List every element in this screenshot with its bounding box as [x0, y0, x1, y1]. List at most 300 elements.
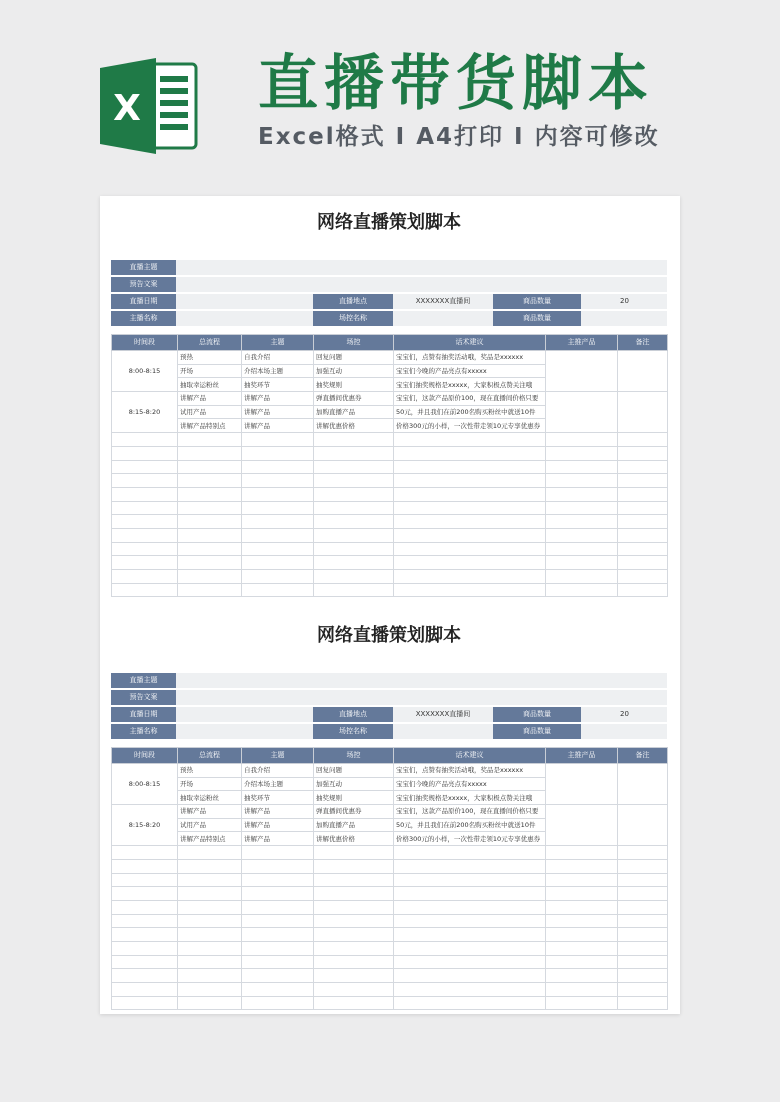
empty-cell[interactable]	[314, 859, 394, 873]
control-cell[interactable]: 加购直播产品	[314, 405, 394, 419]
empty-cell[interactable]	[242, 528, 314, 542]
empty-cell[interactable]	[394, 515, 546, 529]
process-cell[interactable]: 开场	[178, 777, 242, 791]
process-cell[interactable]: 预热	[178, 351, 242, 365]
empty-cell[interactable]	[112, 487, 178, 501]
empty-cell[interactable]	[394, 570, 546, 584]
theme-cell[interactable]: 讲解产品	[242, 405, 314, 419]
script-cell[interactable]: 宝宝们今晚的产品亮点有xxxxx	[394, 364, 546, 378]
empty-cell[interactable]	[394, 887, 546, 901]
empty-cell[interactable]	[546, 583, 618, 597]
empty-cell[interactable]	[178, 501, 242, 515]
empty-cell[interactable]	[394, 583, 546, 597]
empty-cell[interactable]	[242, 969, 314, 983]
preview-value[interactable]	[177, 690, 667, 705]
theme-cell[interactable]: 讲解产品	[242, 392, 314, 406]
empty-row	[112, 996, 668, 1010]
theme-label: 直播主题	[111, 673, 176, 688]
empty-cell[interactable]	[394, 846, 546, 860]
preview-value[interactable]	[177, 277, 667, 292]
theme-cell[interactable]: 自我介绍	[242, 764, 314, 778]
empty-cell[interactable]	[394, 859, 546, 873]
hero-banner	[0, 0, 780, 190]
empty-cell[interactable]	[618, 501, 668, 515]
theme-cell[interactable]: 自我介绍	[242, 351, 314, 365]
empty-cell[interactable]	[178, 515, 242, 529]
script-cell[interactable]: 宝宝们抽奖规格是xxxxx，大家积极点赞关注哦	[394, 378, 546, 392]
empty-cell[interactable]	[112, 969, 178, 983]
empty-cell[interactable]	[618, 955, 668, 969]
control-cell[interactable]: 讲解优惠价格	[314, 832, 394, 846]
info-row-preview	[111, 277, 667, 293]
note-cell[interactable]	[618, 805, 668, 846]
empty-row	[112, 487, 668, 501]
empty-row	[112, 515, 668, 529]
host-label: 主播名称	[111, 311, 176, 326]
empty-cell[interactable]	[242, 900, 314, 914]
empty-cell[interactable]	[546, 570, 618, 584]
control-cell[interactable]: 弹直播间优惠券	[314, 805, 394, 819]
col-header-control: 场控	[314, 748, 394, 764]
time-cell[interactable]: 8:15-8:20	[112, 392, 178, 433]
time-cell[interactable]: 8:00-8:15	[112, 351, 178, 392]
empty-cell[interactable]	[546, 846, 618, 860]
empty-cell[interactable]	[314, 583, 394, 597]
empty-cell[interactable]	[546, 928, 618, 942]
empty-cell[interactable]	[178, 570, 242, 584]
quantity-value[interactable]: 20	[620, 297, 629, 305]
quantity-label-2: 商品数量	[493, 311, 581, 326]
empty-cell[interactable]	[546, 487, 618, 501]
process-cell[interactable]: 抽取幸运粉丝	[178, 378, 242, 392]
quantity-value-2[interactable]	[582, 311, 667, 326]
table-row	[112, 392, 668, 406]
script-cell[interactable]: 宝宝们，点赞有抽奖活动哦，奖品是xxxxxx	[394, 764, 546, 778]
empty-cell[interactable]	[242, 996, 314, 1010]
location-value[interactable]: XXXXXXX直播间	[415, 710, 471, 718]
empty-cell[interactable]	[618, 583, 668, 597]
empty-row	[112, 887, 668, 901]
info-row-date	[111, 707, 667, 723]
excel-logo-icon	[100, 58, 200, 154]
empty-cell[interactable]	[314, 556, 394, 570]
empty-cell[interactable]	[112, 996, 178, 1010]
empty-cell[interactable]	[618, 433, 668, 447]
empty-row	[112, 570, 668, 584]
theme-cell[interactable]: 介绍本场主题	[242, 364, 314, 378]
info-row-preview	[111, 690, 667, 706]
empty-row	[112, 983, 668, 997]
empty-cell[interactable]	[546, 433, 618, 447]
product-cell[interactable]	[546, 805, 618, 846]
script-cell[interactable]: 宝宝们今晚的产品亮点有xxxxx	[394, 777, 546, 791]
empty-cell[interactable]	[112, 846, 178, 860]
empty-cell[interactable]	[394, 528, 546, 542]
empty-cell[interactable]	[314, 873, 394, 887]
empty-cell[interactable]	[242, 583, 314, 597]
table-row	[112, 351, 668, 365]
quantity-label: 商品数量	[493, 707, 581, 722]
empty-cell[interactable]	[618, 846, 668, 860]
empty-cell[interactable]	[546, 460, 618, 474]
empty-cell[interactable]	[618, 900, 668, 914]
note-cell[interactable]	[618, 764, 668, 805]
empty-cell[interactable]	[394, 556, 546, 570]
empty-cell[interactable]	[178, 542, 242, 556]
col-header-theme: 主题	[242, 335, 314, 351]
block-title: 网络直播策划脚本	[317, 625, 461, 646]
empty-row	[112, 542, 668, 556]
empty-cell[interactable]	[112, 542, 178, 556]
col-header-product: 主推产品	[546, 335, 618, 351]
col-header-process: 总流程	[178, 748, 242, 764]
empty-cell[interactable]	[178, 887, 242, 901]
empty-row	[112, 556, 668, 570]
empty-cell[interactable]	[546, 515, 618, 529]
empty-row	[112, 501, 668, 515]
empty-row	[112, 446, 668, 460]
empty-cell[interactable]	[242, 474, 314, 488]
empty-cell[interactable]	[112, 528, 178, 542]
controller-value[interactable]	[394, 311, 492, 326]
empty-cell[interactable]	[314, 474, 394, 488]
theme-cell[interactable]: 讲解产品	[242, 832, 314, 846]
empty-cell[interactable]	[618, 487, 668, 501]
empty-cell[interactable]	[618, 542, 668, 556]
empty-cell[interactable]	[546, 501, 618, 515]
empty-cell[interactable]	[314, 501, 394, 515]
empty-cell[interactable]	[178, 928, 242, 942]
empty-cell[interactable]	[546, 900, 618, 914]
empty-cell[interactable]	[618, 859, 668, 873]
block-title: 网络直播策划脚本	[317, 212, 461, 233]
empty-cell[interactable]	[178, 983, 242, 997]
empty-cell[interactable]	[242, 983, 314, 997]
empty-cell[interactable]	[314, 846, 394, 860]
empty-cell[interactable]	[112, 928, 178, 942]
product-cell[interactable]	[546, 392, 618, 433]
script-cell[interactable]: 宝宝们抽奖规格是xxxxx，大家积极点赞关注哦	[394, 791, 546, 805]
empty-cell[interactable]	[178, 433, 242, 447]
script-cell[interactable]: 宝宝们，这款产品原价100，现在直播间价格只要	[394, 392, 546, 406]
empty-cell[interactable]	[178, 914, 242, 928]
location-label: 直播地点	[313, 294, 393, 309]
empty-cell[interactable]	[112, 433, 178, 447]
quantity-value-2[interactable]	[582, 724, 667, 739]
empty-cell[interactable]	[314, 928, 394, 942]
empty-cell[interactable]	[178, 846, 242, 860]
empty-cell[interactable]	[178, 460, 242, 474]
empty-cell[interactable]	[314, 542, 394, 556]
theme-cell[interactable]: 讲解产品	[242, 818, 314, 832]
empty-cell[interactable]	[178, 859, 242, 873]
date-value[interactable]	[177, 294, 312, 309]
empty-cell[interactable]	[112, 955, 178, 969]
empty-cell[interactable]	[546, 955, 618, 969]
empty-cell[interactable]	[242, 460, 314, 474]
empty-cell[interactable]	[618, 460, 668, 474]
empty-cell[interactable]	[314, 515, 394, 529]
svg-text:X: X	[113, 88, 141, 129]
note-cell[interactable]	[618, 351, 668, 392]
empty-cell[interactable]	[546, 446, 618, 460]
process-cell[interactable]: 预热	[178, 764, 242, 778]
empty-cell[interactable]	[394, 460, 546, 474]
empty-cell[interactable]	[618, 570, 668, 584]
empty-cell[interactable]	[112, 515, 178, 529]
empty-cell[interactable]	[314, 446, 394, 460]
empty-cell[interactable]	[618, 474, 668, 488]
empty-cell[interactable]	[112, 873, 178, 887]
empty-cell[interactable]	[112, 941, 178, 955]
empty-cell[interactable]	[242, 515, 314, 529]
control-cell[interactable]: 讲解优惠价格	[314, 419, 394, 433]
theme-cell[interactable]: 讲解产品	[242, 419, 314, 433]
control-cell[interactable]: 加购直播产品	[314, 818, 394, 832]
empty-cell[interactable]	[394, 446, 546, 460]
empty-cell[interactable]	[242, 955, 314, 969]
process-cell[interactable]: 开场	[178, 364, 242, 378]
theme-cell[interactable]: 讲解产品	[242, 805, 314, 819]
host-value[interactable]	[177, 724, 312, 739]
empty-cell[interactable]	[112, 474, 178, 488]
empty-cell[interactable]	[546, 859, 618, 873]
controller-label: 场控名称	[313, 311, 393, 326]
empty-cell[interactable]	[112, 859, 178, 873]
empty-row	[112, 460, 668, 474]
schedule-table	[111, 334, 667, 597]
empty-cell[interactable]	[242, 433, 314, 447]
empty-cell[interactable]	[242, 446, 314, 460]
page-title: 直播带货脚本	[258, 49, 654, 119]
location-value[interactable]: XXXXXXX直播间	[415, 297, 471, 305]
empty-cell[interactable]	[394, 941, 546, 955]
empty-cell[interactable]	[394, 969, 546, 983]
empty-cell[interactable]	[394, 501, 546, 515]
empty-cell[interactable]	[546, 873, 618, 887]
empty-cell[interactable]	[242, 501, 314, 515]
process-cell[interactable]: 讲解产品特别点	[178, 832, 242, 846]
control-cell[interactable]: 抽奖规则	[314, 791, 394, 805]
info-row-theme	[111, 673, 667, 689]
control-cell[interactable]: 抽奖规则	[314, 378, 394, 392]
empty-cell[interactable]	[618, 941, 668, 955]
empty-cell[interactable]	[546, 983, 618, 997]
empty-row	[112, 474, 668, 488]
date-label: 直播日期	[111, 294, 176, 309]
empty-cell[interactable]	[618, 887, 668, 901]
empty-cell[interactable]	[242, 887, 314, 901]
empty-cell[interactable]	[178, 996, 242, 1010]
empty-cell[interactable]	[546, 969, 618, 983]
process-cell[interactable]: 试用产品	[178, 818, 242, 832]
empty-cell[interactable]	[546, 542, 618, 556]
host-value[interactable]	[177, 311, 312, 326]
empty-cell[interactable]	[112, 501, 178, 515]
empty-cell[interactable]	[394, 474, 546, 488]
empty-cell[interactable]	[242, 570, 314, 584]
empty-cell[interactable]	[314, 528, 394, 542]
empty-row	[112, 846, 668, 860]
empty-cell[interactable]	[394, 983, 546, 997]
empty-cell[interactable]	[314, 955, 394, 969]
empty-cell[interactable]	[178, 955, 242, 969]
theme-label: 直播主题	[111, 260, 176, 275]
control-cell[interactable]: 加强互动	[314, 777, 394, 791]
empty-cell[interactable]	[178, 528, 242, 542]
empty-cell[interactable]	[618, 914, 668, 928]
empty-cell[interactable]	[394, 996, 546, 1010]
script-cell[interactable]: 50元，并且我们在前200名购买粉丝中就送10件	[394, 405, 546, 419]
empty-cell[interactable]	[394, 873, 546, 887]
process-cell[interactable]: 抽取幸运粉丝	[178, 791, 242, 805]
empty-cell[interactable]	[314, 996, 394, 1010]
process-cell[interactable]: 讲解产品	[178, 805, 242, 819]
empty-cell[interactable]	[314, 914, 394, 928]
preview-label: 预告文案	[111, 690, 176, 705]
empty-cell[interactable]	[314, 460, 394, 474]
control-cell[interactable]: 回复问题	[314, 351, 394, 365]
empty-row	[112, 859, 668, 873]
controller-value[interactable]	[394, 724, 492, 739]
empty-cell[interactable]	[242, 873, 314, 887]
theme-value[interactable]	[177, 260, 667, 275]
empty-cell[interactable]	[394, 955, 546, 969]
empty-cell[interactable]	[546, 914, 618, 928]
empty-cell[interactable]	[618, 446, 668, 460]
empty-cell[interactable]	[314, 887, 394, 901]
empty-cell[interactable]	[618, 528, 668, 542]
empty-cell[interactable]	[178, 556, 242, 570]
empty-cell[interactable]	[546, 887, 618, 901]
empty-cell[interactable]	[178, 487, 242, 501]
empty-row	[112, 873, 668, 887]
empty-cell[interactable]	[112, 556, 178, 570]
empty-cell[interactable]	[394, 433, 546, 447]
empty-cell[interactable]	[112, 983, 178, 997]
empty-cell[interactable]	[546, 474, 618, 488]
empty-cell[interactable]	[394, 542, 546, 556]
empty-cell[interactable]	[178, 969, 242, 983]
empty-cell[interactable]	[618, 969, 668, 983]
empty-row	[112, 528, 668, 542]
empty-cell[interactable]	[394, 914, 546, 928]
date-value[interactable]	[177, 707, 312, 722]
col-header-time: 时间段	[112, 748, 178, 764]
script-cell[interactable]: 宝宝们，点赞有抽奖活动哦，奖品是xxxxxx	[394, 351, 546, 365]
process-cell[interactable]: 讲解产品	[178, 392, 242, 406]
empty-cell[interactable]	[242, 859, 314, 873]
empty-cell[interactable]	[546, 528, 618, 542]
control-cell[interactable]: 加强互动	[314, 364, 394, 378]
empty-cell[interactable]	[618, 983, 668, 997]
preview-label: 预告文案	[111, 277, 176, 292]
empty-cell[interactable]	[178, 900, 242, 914]
empty-cell[interactable]	[314, 433, 394, 447]
empty-cell[interactable]	[618, 515, 668, 529]
empty-cell[interactable]	[394, 900, 546, 914]
empty-cell[interactable]	[178, 873, 242, 887]
empty-cell[interactable]	[242, 928, 314, 942]
empty-cell[interactable]	[242, 846, 314, 860]
date-label: 直播日期	[111, 707, 176, 722]
time-cell[interactable]: 8:00-8:15	[112, 764, 178, 805]
script-cell[interactable]: 价格300元的小样，一次性带走领10元专享优惠券	[394, 832, 546, 846]
empty-cell[interactable]	[546, 996, 618, 1010]
empty-cell[interactable]	[618, 996, 668, 1010]
empty-cell[interactable]	[178, 583, 242, 597]
info-row-date	[111, 294, 667, 310]
empty-cell[interactable]	[112, 446, 178, 460]
col-header-time: 时间段	[112, 335, 178, 351]
empty-cell[interactable]	[112, 900, 178, 914]
empty-cell[interactable]	[242, 542, 314, 556]
empty-cell[interactable]	[112, 583, 178, 597]
empty-cell[interactable]	[618, 556, 668, 570]
script-cell[interactable]: 宝宝们，这款产品原价100，现在直播间价格只要	[394, 805, 546, 819]
empty-cell[interactable]	[394, 487, 546, 501]
empty-cell[interactable]	[178, 941, 242, 955]
process-cell[interactable]: 讲解产品特别点	[178, 419, 242, 433]
empty-cell[interactable]	[112, 914, 178, 928]
empty-cell[interactable]	[314, 900, 394, 914]
product-cell[interactable]	[546, 764, 618, 805]
empty-cell[interactable]	[112, 887, 178, 901]
col-header-theme: 主题	[242, 748, 314, 764]
empty-cell[interactable]	[112, 570, 178, 584]
empty-cell[interactable]	[314, 487, 394, 501]
control-cell[interactable]: 回复问题	[314, 764, 394, 778]
script-cell[interactable]: 价格300元的小样，一次性带走领10元专享优惠券	[394, 419, 546, 433]
process-cell[interactable]: 试用产品	[178, 405, 242, 419]
note-cell[interactable]	[618, 392, 668, 433]
empty-cell[interactable]	[178, 446, 242, 460]
empty-cell[interactable]	[314, 941, 394, 955]
col-header-control: 场控	[314, 335, 394, 351]
empty-cell[interactable]	[618, 928, 668, 942]
quantity-label: 商品数量	[493, 294, 581, 309]
empty-row	[112, 941, 668, 955]
control-cell[interactable]: 弹直播间优惠券	[314, 392, 394, 406]
empty-cell[interactable]	[546, 941, 618, 955]
empty-cell[interactable]	[546, 556, 618, 570]
theme-cell[interactable]: 抽奖环节	[242, 791, 314, 805]
empty-cell[interactable]	[242, 914, 314, 928]
empty-cell[interactable]	[314, 570, 394, 584]
info-row-host	[111, 311, 667, 327]
script-cell[interactable]: 50元，并且我们在前200名购买粉丝中就送10件	[394, 818, 546, 832]
theme-cell[interactable]: 介绍本场主题	[242, 777, 314, 791]
theme-value[interactable]	[177, 673, 667, 688]
empty-cell[interactable]	[618, 873, 668, 887]
product-cell[interactable]	[546, 351, 618, 392]
table-row	[112, 764, 668, 778]
page-subtitle: Excel格式 I A4打印 I 内容可修改	[258, 124, 660, 150]
quantity-label-2: 商品数量	[493, 724, 581, 739]
quantity-value[interactable]: 20	[620, 710, 629, 718]
theme-cell[interactable]: 抽奖环节	[242, 378, 314, 392]
empty-cell[interactable]	[242, 487, 314, 501]
col-header-note: 备注	[618, 748, 668, 764]
empty-cell[interactable]	[242, 941, 314, 955]
empty-cell[interactable]	[242, 556, 314, 570]
empty-cell[interactable]	[112, 460, 178, 474]
empty-cell[interactable]	[178, 474, 242, 488]
time-cell[interactable]: 8:15-8:20	[112, 805, 178, 846]
empty-cell[interactable]	[314, 969, 394, 983]
empty-cell[interactable]	[314, 983, 394, 997]
empty-cell[interactable]	[394, 928, 546, 942]
